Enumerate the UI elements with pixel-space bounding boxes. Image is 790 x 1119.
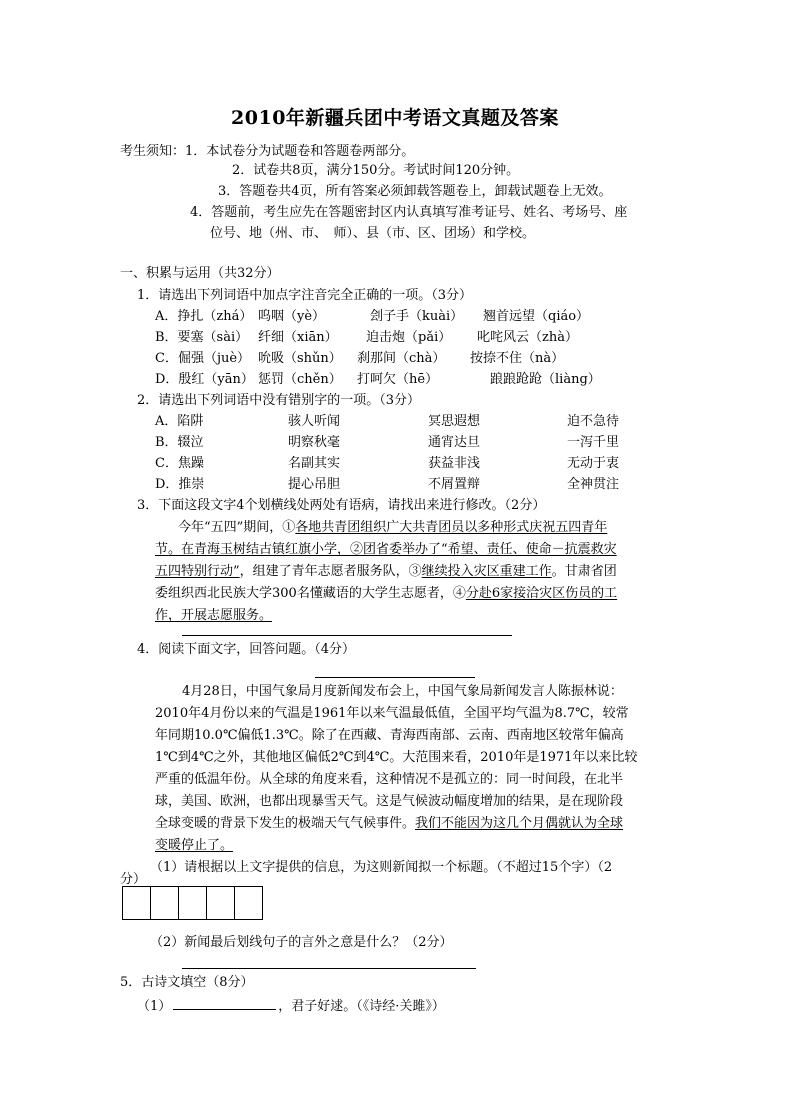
q5-stem: 5．古诗文填空（8分）	[120, 975, 254, 990]
q4-title-line	[315, 677, 475, 678]
q2-c-2: 名副其实	[288, 456, 341, 471]
q1-d-4: 踉踉跄跄（liàng）	[490, 372, 601, 387]
q4-answer-line[interactable]	[182, 968, 476, 969]
q1-d-2: 惩罚（chěn）	[258, 372, 342, 387]
q4-title-answer-grid[interactable]	[122, 886, 263, 920]
answer-cell[interactable]	[206, 886, 235, 920]
q4-para-5: 严重的低温年份。从全球的角度来看，这种情况不是孤立的：同一时间段，在北半	[155, 772, 624, 787]
notice-head: 考生须知：	[120, 144, 186, 159]
q4-para-6: 球，美国、欧洲，也都出现暴雪天气。这是气候波动幅度增加的结果，是在现阶段	[155, 794, 624, 809]
q1-c-2: 吮吸（shǔn）	[258, 351, 342, 366]
q3-underline-1: 各地共青团组织广大共青团员以多种形式庆祝五四青年	[295, 520, 608, 535]
q2-c-3: 获益非浅	[428, 456, 481, 471]
answer-cell[interactable]	[178, 886, 207, 920]
q1-stem: 1．请选出下列词语中加点字注音完全正确的一项。（3分）	[137, 288, 473, 303]
q2-b-1: B．辍泣	[155, 435, 204, 450]
notice-line-3: 3．答题卷共4页，所有答案必须卸载答题卷上，卸载试题卷上无效。	[218, 184, 612, 199]
q2-a-1: A．陷阱	[155, 414, 204, 429]
q3-stem: 3．下面这段文字4个划横线处两处有语病，请找出来进行修改。（2分）	[137, 498, 546, 513]
q2-stem: 2．请选出下列词语中没有错别字的一项。（3分）	[137, 393, 421, 408]
q3-underline-2: 团省委举办了“希望、责任、使命－抗震救灾	[363, 542, 617, 557]
q1-a-2: 呜咽（yè）	[258, 309, 326, 324]
q4-sub1: （1）请根据以上文字提供的信息，为这则新闻拟一个标题。（不超过15个字）（2	[150, 860, 613, 875]
notice-line-4: 4．答题前，考生应先在答题密封区内认真填写准考证号、姓名、考场号、座	[190, 205, 628, 220]
q1-a-4: 翘首远望（qiáo）	[483, 309, 590, 324]
q1-b-2: 纤细（xiān）	[258, 330, 338, 345]
q1-c-3: 刹那间（chà）	[357, 351, 446, 366]
q1-c-4: 按捺不住（nà）	[470, 351, 565, 366]
q2-a-4: 迫不急待	[567, 414, 620, 429]
q3-line-1: 今年“五四”期间，①各地共青团组织广大共青团员以多种形式庆祝五四青年	[178, 520, 608, 535]
q5-line-1: （1） ，君子好逑。（《诗经·关雎》）	[137, 995, 445, 1016]
notice-line-5: 位号、地（州、市、 师）、县（市、区、团场）和学校。	[210, 226, 536, 241]
answer-cell[interactable]	[234, 886, 263, 920]
q4-para-4: 1℃到4℃之外，其他地区偏低2℃到4℃。大范围来看，2010年是1971年以来比较	[155, 750, 638, 765]
section-heading: 一、积累与运用（共32分）	[120, 266, 280, 281]
q4-stem: 4．阅读下面文字，回答问题。（4分）	[137, 642, 356, 657]
notice-line-1: 考生须知：1．本试卷分为试题卷和答题卷两部分。	[120, 144, 415, 159]
q2-a-2: 骇人听闻	[288, 414, 341, 429]
q2-d-2: 提心吊胆	[288, 477, 341, 492]
q2-b-3: 通宵达旦	[428, 435, 481, 450]
q4-underlined-sentence: 我们不能因为这几个月偶就认为全球	[415, 816, 624, 831]
q1-b-4: 叱咤风云（zhà）	[477, 330, 578, 345]
q2-c-1: C．焦躁	[155, 456, 204, 471]
q3-line-5: 作，开展志愿服务。	[155, 608, 273, 623]
q2-c-4: 无动于衷	[567, 456, 620, 471]
q3-line-4: 委组织西北民族大学300名懂藏语的大学生志愿者，④分赴6家接洽灾区伤员的工	[155, 586, 618, 601]
q4-para-3: 年同期10.0℃偏低1.3℃。除了在西藏、青海西南部、云南、西南地区较常年偏高	[155, 728, 624, 743]
q4-para-8: 变暖停止了。	[155, 838, 234, 853]
q3-underline-4: 分赴6家接洽灾区伤员的工	[465, 586, 618, 601]
fill-blank[interactable]	[173, 995, 276, 1010]
q2-a-3: 冥思遐想	[428, 414, 481, 429]
page-title: 2010年新疆兵团中考语文真题及答案	[231, 107, 559, 129]
q1-d-3: 打呵欠（hē）	[357, 372, 439, 387]
q1-a-3: 刽子手（kuài）	[370, 309, 464, 324]
q1-a-1: A．挣扎（zhá）	[155, 309, 253, 324]
q4-para-1: 4月28日，中国气象局月度新闻发布会上，中国气象局新闻发言人陈振林说：	[182, 684, 623, 699]
q3-line-3: 五四特别行动”，组建了青年志愿者服务队，③继续投入灾区重建工作。甘肃省团	[155, 564, 617, 579]
answer-cell[interactable]	[122, 886, 151, 920]
q3-answer-line[interactable]	[182, 635, 512, 636]
q1-b-1: B．要塞（sài）	[155, 330, 249, 345]
q3-underline-3: 继续投入灾区重建工作	[421, 564, 552, 579]
q2-b-4: 一泻千里	[567, 435, 620, 450]
q4-sub2: （2）新闻最后划线句子的言外之意是什么？（2分）	[150, 935, 453, 950]
q4-sub1-cont: 分）	[120, 872, 147, 887]
q1-b-3: 迫击炮（pǎi）	[366, 330, 452, 345]
notice-line-2: 2．试卷共8页，满分150分。考试时间120分钟。	[232, 163, 520, 178]
q2-d-4: 全神贯注	[567, 477, 620, 492]
answer-cell[interactable]	[150, 886, 179, 920]
q3-line-2: 节。在青海玉树结古镇红旗小学，②团省委举办了“希望、责任、使命－抗震救灾	[155, 542, 617, 557]
q2-b-2: 明察秋毫	[288, 435, 341, 450]
q2-d-1: D．推崇	[155, 477, 205, 492]
q2-d-3: 不屑置辩	[428, 477, 481, 492]
q1-d-1: D．殷红（yān）	[155, 372, 254, 387]
q4-para-7: 全球变暖的背景下发生的极端天气气候事件。我们不能因为这几个月偶就认为全球	[155, 816, 624, 831]
q1-c-1: C．倔强（juè）	[155, 351, 251, 366]
q4-para-2: 2010年4月份以来的气温是1961年以来气温最低值，全国平均气温为8.7℃，较常	[155, 706, 629, 721]
